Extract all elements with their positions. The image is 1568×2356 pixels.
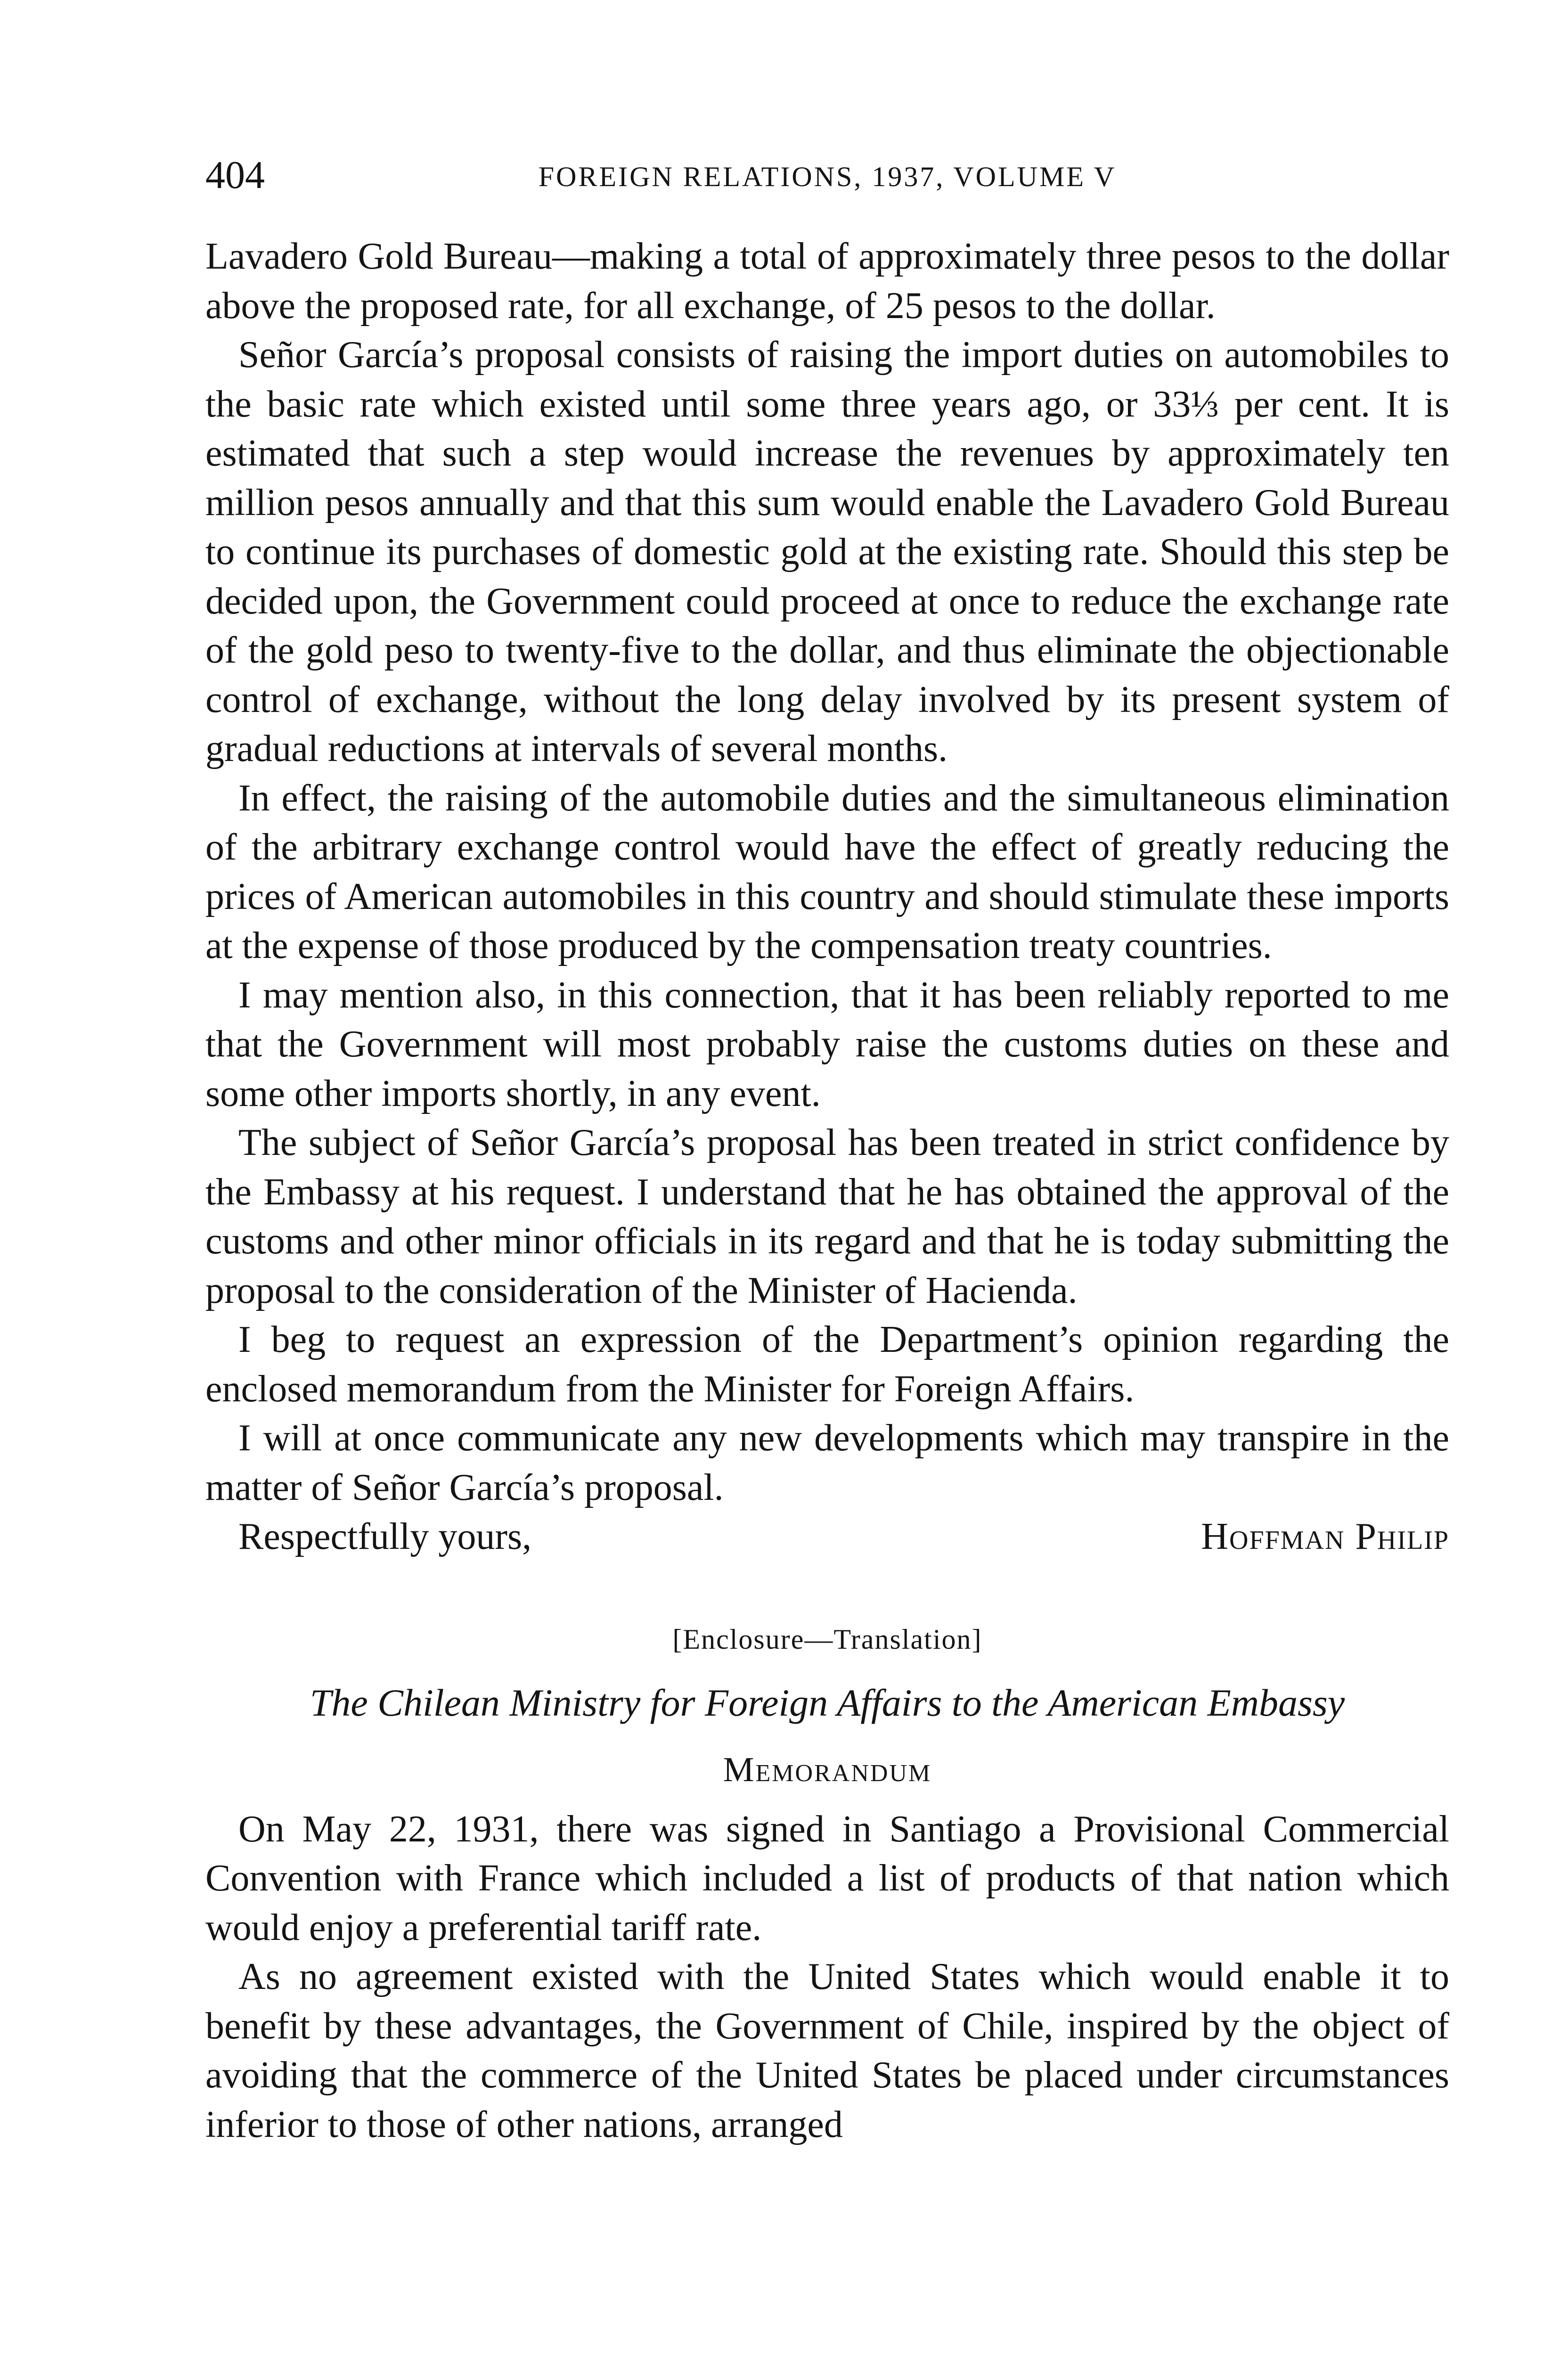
memo-paragraph-united-states: As no agreement existed with the United States which would enable it to benefit by these advantages, the Government of Chile, inspired by the object of avoiding that the commerce of the United States be placed under circumstances inferior to those of other nations, arranged <box>205 1956 1449 2145</box>
page-number: 404 <box>205 153 265 197</box>
page-header <box>205 152 1449 204</box>
paragraph-developments: I will at once communicate any new developments which may transpire in the matter of Señor García’s proposal. <box>205 1417 1449 1508</box>
paragraph-garcia-proposal: Señor García’s proposal consists of raising the import duties on automobiles to the basic rate which existed until some three years ago, or 33⅓ per cent. It is estimated that such a step would increase the revenues by approximately ten million pesos annually and that this sum would enable the Lavadero Gold Bureau to continue its purchases of domestic gold at the existing rate. Should this step be decided upon, the Government could proceed at once to reduce the exchange rate of the gold peso to twenty-five to the dollar, and thus eliminate the objectionable control of exchange, without the long delay involved by its present system of gradual reductions at intervals of several months. <box>205 334 1449 769</box>
running-title: FOREIGN RELATIONS, 1937, VOLUME V <box>538 161 1117 192</box>
enclosure-label: [Enclosure—Translation] <box>672 1623 982 1655</box>
letter-closing <box>205 1512 1449 1562</box>
signature: Hoffman Philip <box>1201 1516 1449 1557</box>
paragraph-continuation: Lavadero Gold Bureau—making a total of approximately three pesos to the dollar above the proposed rate, for all exchange, of 25 pesos to the dollar. <box>205 236 1449 327</box>
page-body <box>205 232 1449 2149</box>
paragraph-effect: In effect, the raising of the automobile duties and the simultaneous elimination of the arbitrary exchange control would have the effect of greatly reducing the prices of American automobiles in this country and should stimulate these imports at the expense of those produced by the compensation treaty countries. <box>205 777 1449 966</box>
paragraph-request-opinion: I beg to request an expression of the Department’s opinion regarding the enclosed memorandum from the Minister for Foreign Affairs. <box>205 1319 1449 1410</box>
paragraph-confidence: The subject of Señor García’s proposal has been treated in strict confidence by the Embassy at his request. I understand that he has obtained the approval of the customs and other minor officials in its regard and that he is today submitting the proposal to the consideration of the Minister of Hacienda. <box>205 1122 1449 1311</box>
paragraph-customs-report: I may mention also, in this connection, that it has been reliably reported to me that the Government will most probably raise the customs duties on these and some other imports shortly, in any event. <box>205 974 1449 1114</box>
memorandum-heading: Memorandum <box>723 1750 932 1789</box>
enclosure-title: The Chilean Ministry for Foreign Affairs to the American Embassy <box>310 1681 1345 1724</box>
memo-paragraph-convention: On May 22, 1931, there was signed in Santiago a Provisional Commercial Convention with France which included a list of products of that nation which would enjoy a preferential tariff rate. <box>205 1808 1449 1948</box>
salutation: Respectfully yours, <box>238 1516 532 1557</box>
